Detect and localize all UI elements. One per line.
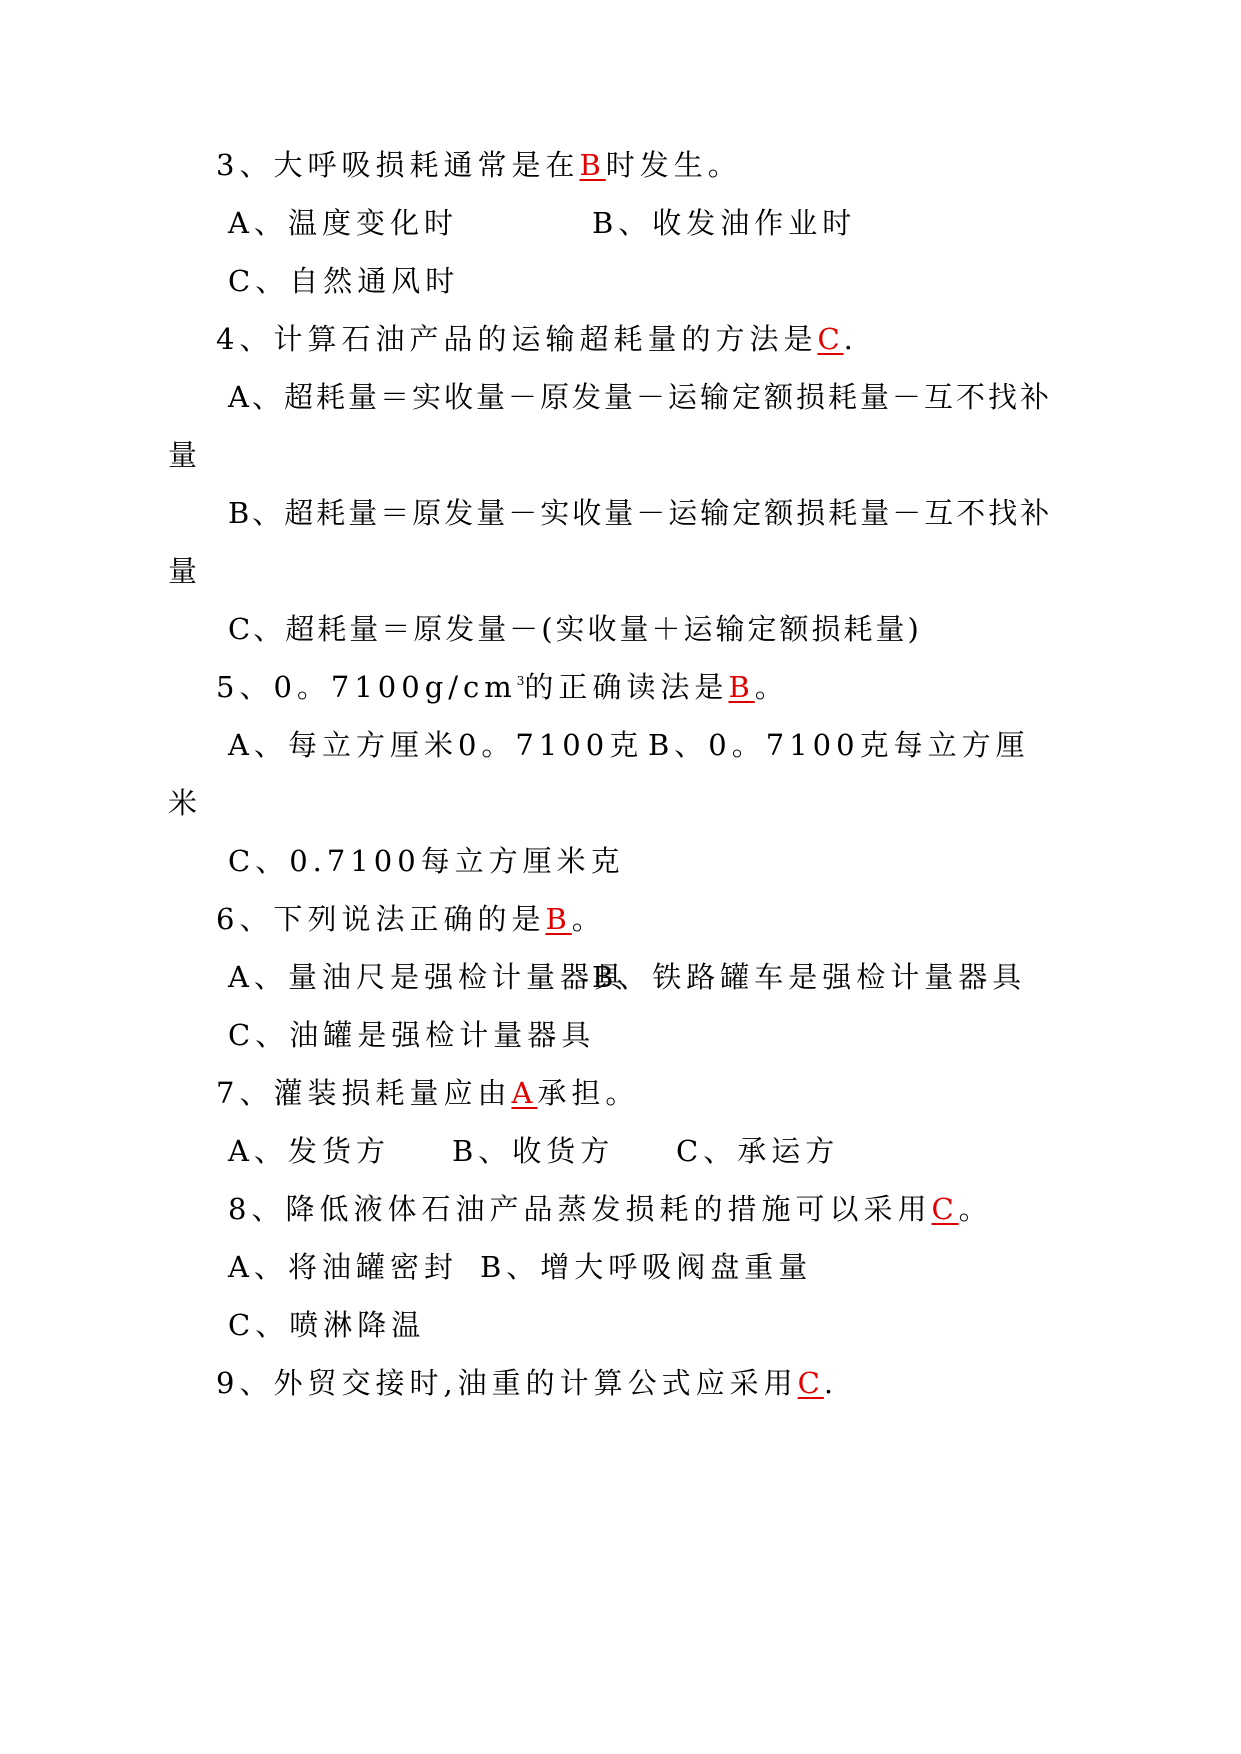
question-7-stem [216,1073,639,1113]
question-6-stem-end: 。 [571,902,606,936]
question-3-option-a: A、温度变化时 [228,206,458,240]
question-4-option-c: C、超耗量＝原发量－(实收量＋运输定额损耗量) [228,612,922,646]
question-4-stem [216,319,858,359]
question-9-answer: C [797,1366,824,1400]
question-5-answer: B [728,670,755,704]
question-4-option-b-line2: 量 [168,554,203,588]
question-5-stem [216,667,789,707]
question-3-answer: B [579,148,606,182]
question-4-option-a-line2: 量 [168,438,203,472]
question-7-stem-end: 承担。 [537,1076,640,1110]
question-5-stem-text: 5、0。7100g/cm [216,670,517,704]
question-8-option-a: A、将油罐密封 [228,1250,458,1284]
question-8-stem-text: 8、降低液体石油产品蒸发损耗的措施可以采用 [228,1192,932,1226]
question-4-stem-text: 4、计算石油产品的运输超耗量的方法是 [216,322,818,356]
question-5-option-c: C、0.7100每立方厘米克 [228,844,625,878]
question-6-stem-text: 6、下列说法正确的是 [216,902,546,936]
question-5-option-b-line1: B、0。7100克每立方厘 [648,728,1030,762]
question-8-option-c: C、喷淋降温 [228,1308,426,1342]
question-7-answer: A [511,1076,538,1110]
question-5-option-a: A、每立方厘米0。7100克 [228,728,644,762]
question-4-stem-end: . [843,322,858,356]
question-5-superscript: 3 [516,674,525,688]
question-6-option-c: C、油罐是强检计量器具 [228,1018,596,1052]
question-5-stem-middle: 的正确读法是 [524,670,729,704]
question-3-stem-end: 时发生。 [605,148,742,182]
question-3-stem [216,145,742,185]
question-5-option-b-line2: 米 [168,786,203,820]
question-4-option-b-line1: B、超耗量＝原发量－实收量－运输定额损耗量－互不找补 [228,496,1053,530]
question-5-stem-end: 。 [754,670,789,704]
question-8-stem-end: 。 [958,1192,993,1226]
question-7-option-c: C、承运方 [676,1134,840,1168]
question-6-option-b: B、铁路罐车是强检计量器具 [592,960,1027,994]
question-6-stem [216,899,606,939]
question-8-option-b: B、增大呼吸阀盘重量 [480,1250,813,1284]
question-3-option-b: B、收发油作业时 [592,206,857,240]
question-7-option-a: A、发货方 [228,1134,390,1168]
question-3-stem-text: 3、大呼吸损耗通常是在 [216,148,580,182]
question-3-option-c: C、自然通风时 [228,264,460,298]
question-8-stem [228,1189,993,1229]
question-6-option-a: A、量油尺是强检计量器具 [228,960,628,994]
question-7-option-b: B、收货方 [452,1134,615,1168]
question-9-stem [216,1363,838,1403]
question-8-answer: C [931,1192,959,1226]
question-9-stem-end: . [823,1366,839,1400]
question-7-stem-text: 7、灌装损耗量应由 [216,1076,512,1110]
question-6-answer: B [545,902,572,936]
question-4-option-a-line1: A、超耗量＝实收量－原发量－运输定额损耗量－互不找补 [228,380,1052,414]
question-9-stem-text: 9、外贸交接时,油重的计算公式应采用 [216,1366,798,1400]
question-4-answer: C [817,322,844,356]
